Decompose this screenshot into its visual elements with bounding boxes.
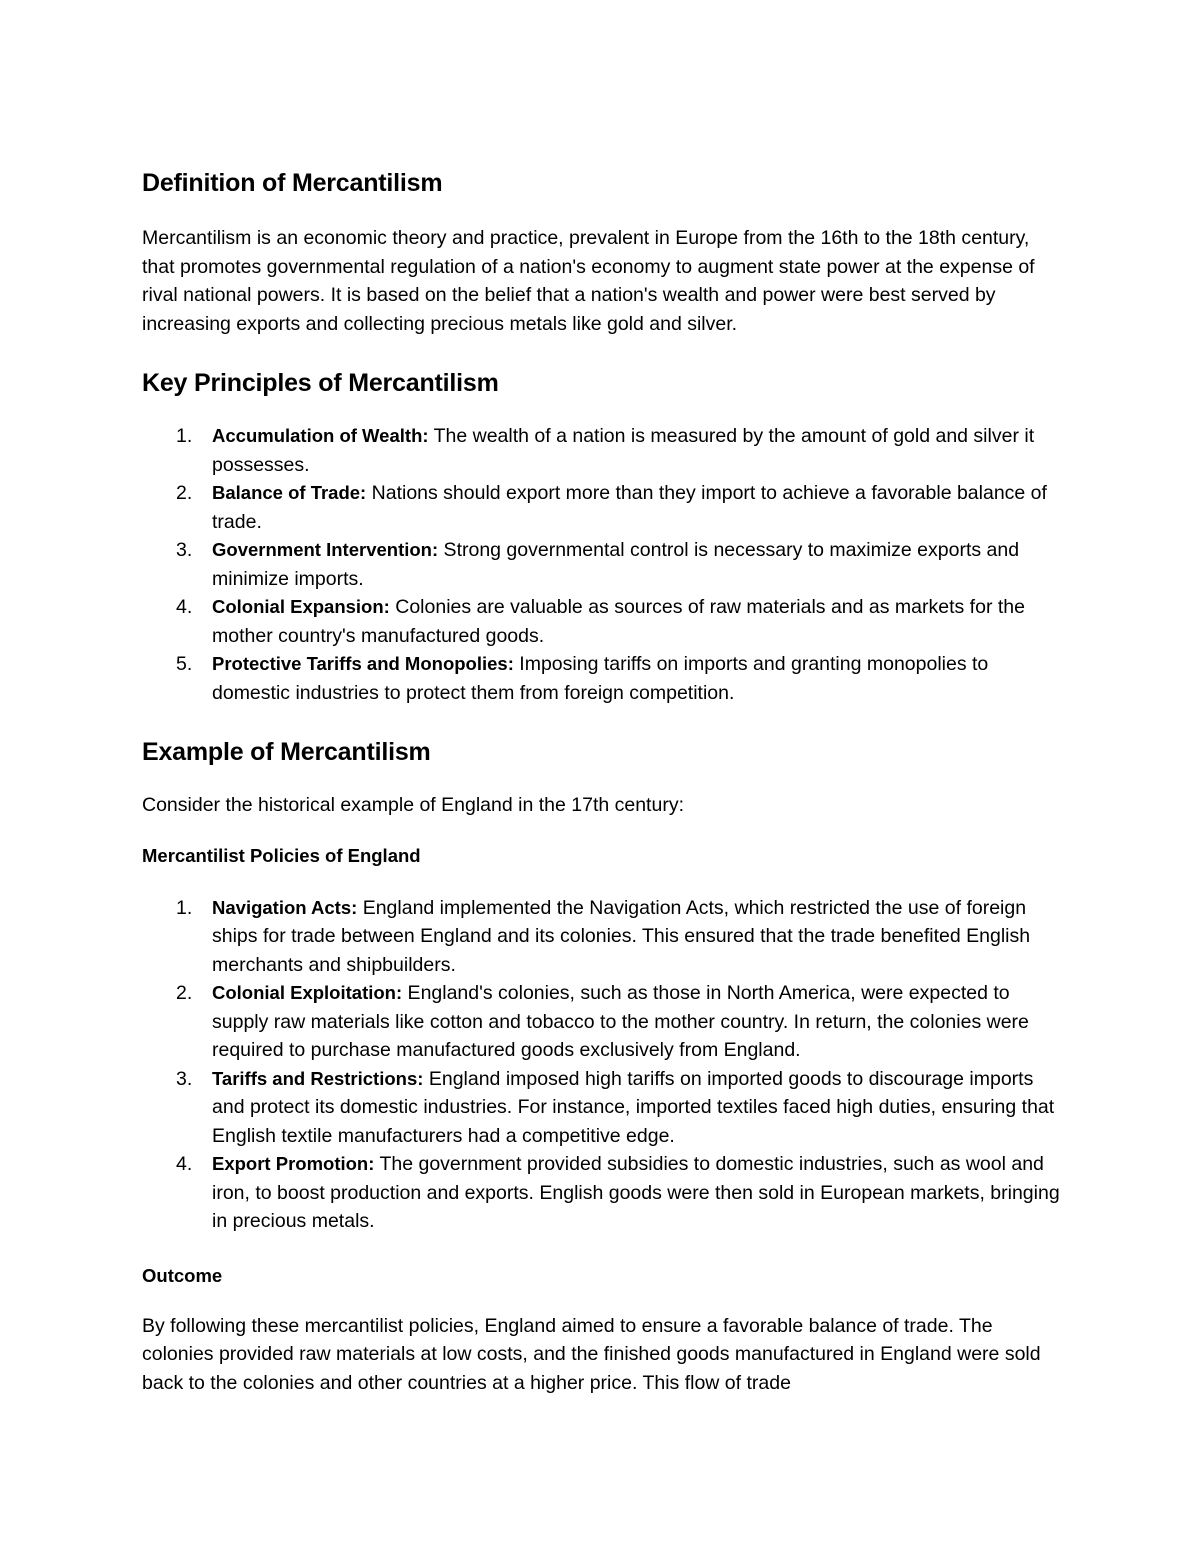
list-number: 2. xyxy=(176,982,193,1004)
principles-heading: Key Principles of Mercantilism xyxy=(142,369,499,397)
document-page xyxy=(142,166,1067,1397)
list-text: Colonies are valuable as sources of raw materials and as markets for the mother country's manufactured goods. xyxy=(212,596,1025,647)
list-item xyxy=(142,650,1067,707)
list-text: England implemented the Navigation Acts, which restricted the use of foreign ships for trade between England and its colonies. This ensured that the trade benefited English merchants and shipbuilders. xyxy=(212,896,1031,976)
outcome-body: By following these mercantilist policies, England aimed to ensure a favorable balance of trade. The colonies provided raw materials at low costs, and the finished goods manufactured in England were sold back to the colonies and other countries at a higher price. This flow of trade xyxy=(142,1314,1041,1394)
list-item xyxy=(142,536,1067,593)
list-text: England imposed high tariffs on imported goods to discourage imports and protect its domestic industries. For instance, imported textiles faced high duties, ensuring that English textile manufacturers had a competitive edge. xyxy=(212,1067,1055,1147)
list-text: England's colonies, such as those in North America, were expected to supply raw materials like cotton and tobacco to the mother country. In return, the colonies were required to purchase manufactured goods exclusively from England. xyxy=(212,982,1029,1061)
list-text: The government provided subsidies to domestic industries, such as wool and iron, to boost production and exports. English goods were then sold in European markets, bringing in precious metals. xyxy=(212,1153,1060,1232)
list-number: 5. xyxy=(176,653,193,675)
list-number: 4. xyxy=(176,1153,193,1175)
policies-heading: Mercantilist Policies of England xyxy=(142,844,421,866)
list-term: Accumulation of Wealth: xyxy=(212,425,429,446)
list-number: 1. xyxy=(176,896,193,919)
list-term: Government Intervention: xyxy=(212,539,439,560)
list-term: Navigation Acts: xyxy=(212,896,358,918)
list-term: Colonial Exploitation: xyxy=(212,982,403,1003)
list-item xyxy=(142,422,1067,479)
outcome-heading: Outcome xyxy=(142,1264,223,1286)
list-text: Strong governmental control is necessary to maximize exports and minimize imports. xyxy=(212,539,1020,590)
example-intro: Consider the historical example of England in the 17th century: xyxy=(142,794,684,816)
list-text: Imposing tariffs on imports and granting monopolies to domestic industries to protect them from foreign competition. xyxy=(212,653,989,704)
list-item xyxy=(142,1150,1067,1236)
list-number: 4. xyxy=(176,596,193,618)
list-number: 3. xyxy=(176,1067,193,1090)
list-term: Protective Tariffs and Monopolies: xyxy=(212,653,514,674)
principles-list xyxy=(142,422,1067,707)
list-item xyxy=(142,479,1067,536)
list-term: Balance of Trade: xyxy=(212,482,367,503)
list-item xyxy=(142,979,1067,1065)
list-item xyxy=(142,894,1067,980)
list-item xyxy=(142,1065,1067,1151)
list-text: Nations should export more than they import to achieve a favorable balance of trade. xyxy=(212,482,1047,533)
list-term: Tariffs and Restrictions: xyxy=(212,1067,424,1089)
list-number: 2. xyxy=(176,482,193,504)
list-term: Colonial Expansion: xyxy=(212,596,390,617)
list-number: 3. xyxy=(176,539,193,561)
list-text: The wealth of a nation is measured by the amount of gold and silver it possesses. xyxy=(212,425,1035,476)
policies-list xyxy=(142,894,1067,1236)
list-term: Export Promotion: xyxy=(212,1153,375,1174)
definition-body: Mercantilism is an economic theory and practice, prevalent in Europe from the 16th to the 18th century, that promotes governmental regulation of a nation's economy to augment state power at the expense of rival national powers. It is based on the belief that a nation's wealth and power were best served by increasing exports and collecting precious metals like gold and silver. xyxy=(142,227,1035,335)
example-heading: Example of Mercantilism xyxy=(142,738,431,766)
list-item xyxy=(142,593,1067,650)
list-number: 1. xyxy=(176,425,193,447)
definition-heading: Definition of Mercantilism xyxy=(142,169,443,197)
